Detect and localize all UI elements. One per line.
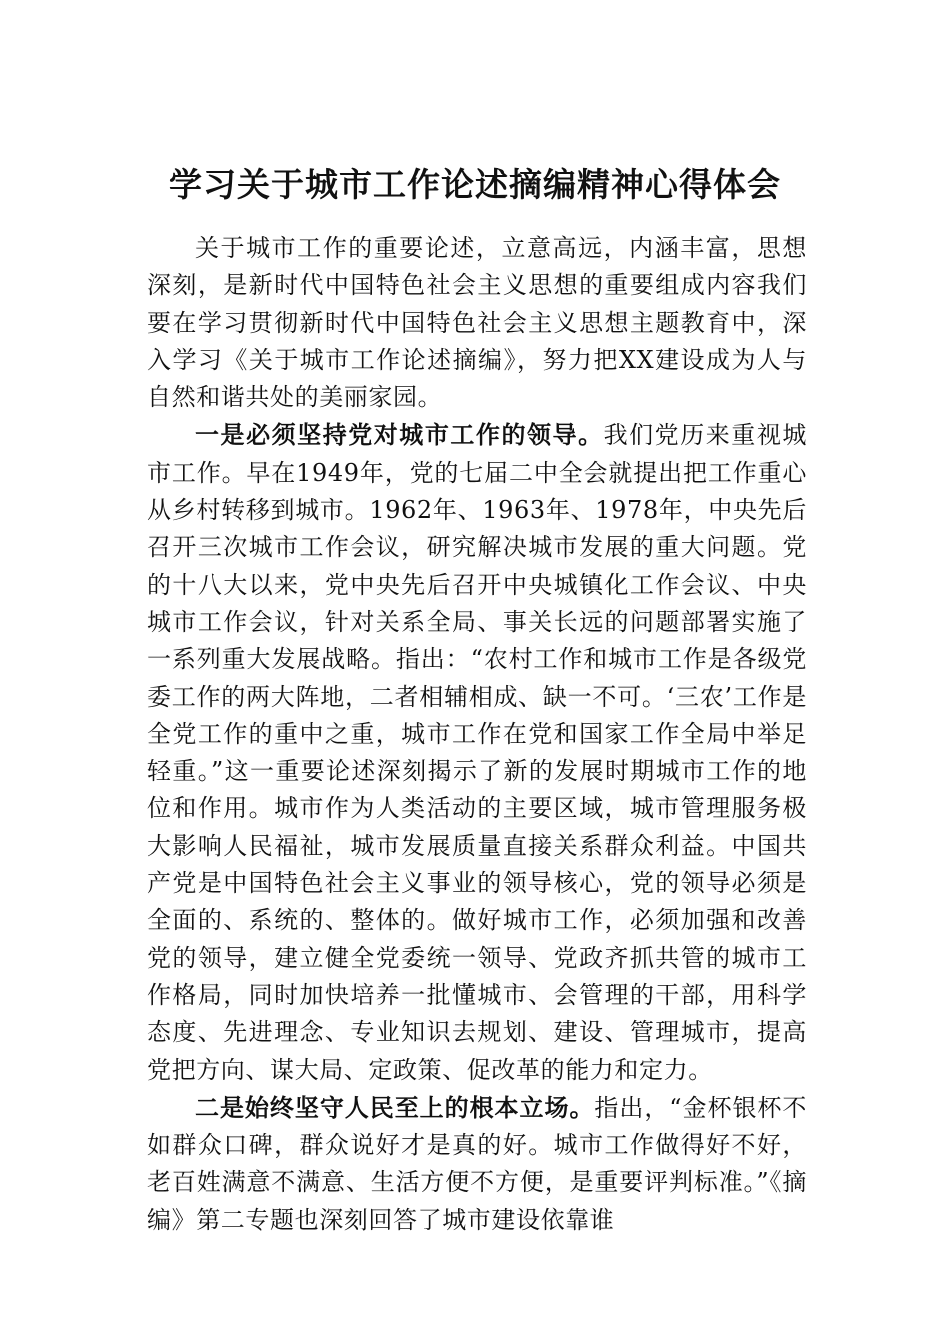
- paragraph-text: 关于城市工作的重要论述，立意高远，内涵丰富，思想深刻，是新时代中国特色社会主义思想的重要组成内容我们要在学习贯彻新时代中国特色社会主义思想主题教育中，深入学习《关于城市工作论述摘编》，努力把XX建设成为人与自然和谐共处的美丽家园。: [147, 234, 807, 412]
- paragraph-text: 我们党历来重视城市工作。早在1949年，党的七届二中全会就提出把工作重心从乡村转移到城市。1962年、1963年、1978年，中央先后召开三次城市工作会议，研究解决城市发展的重大问题。党的十八大以来，党中央先后召开中央城镇化工作会议、中央城市工作会议，针对关系全局、事关长远的问题部署实施了一系列重大发展战略。指出：“农村工作和城市工作是各级党委工作的两大阵地，二者相辅相成、缺一不可。‘三农’工作是全党工作的重中之重，城市工作在党和国家工作全局中举足轻重。”这一重要论述深刻揭示了新的发展时期城市工作的地位和作用。城市作为人类活动的主要区域，城市管理服务极大影响人民福祉，城市发展质量直接关系群众利益。中国共产党是中国特色社会主义事业的领导核心，党的领导必须是全面的、系统的、整体的。做好城市工作，必须加强和改善党的领导，建立健全党委统一领导、党政齐抓共管的城市工作格局，同时加快培养一批懂城市、会管理的干部，用科学态度、先进理念、专业知识去规划、建设、管理城市，提高党把方向、谋大局、定政策、促改革的能力和定力。: [147, 421, 807, 1084]
- document-title: 学习关于城市工作论述摘编精神心得体会: [169, 165, 781, 204]
- paragraph-intro: [147, 230, 807, 416]
- paragraph-lead: 二是始终坚守人民至上的根本立场。: [195, 1092, 595, 1122]
- paragraph-point-one: [147, 416, 807, 1088]
- paragraph-text: 指出，“金杯银杯不如群众口碑，群众说好才是真的好。城市工作做得好不好，老百姓满意不满意、生活方便不方便，是重要评判标准。”《摘编》第二专题也深刻回答了城市建设依靠谁: [147, 1093, 807, 1234]
- document-body: [147, 230, 807, 1239]
- paragraph-point-two: [147, 1089, 807, 1239]
- paragraph-lead: 一是必须坚持党对城市工作的领导。: [195, 420, 604, 450]
